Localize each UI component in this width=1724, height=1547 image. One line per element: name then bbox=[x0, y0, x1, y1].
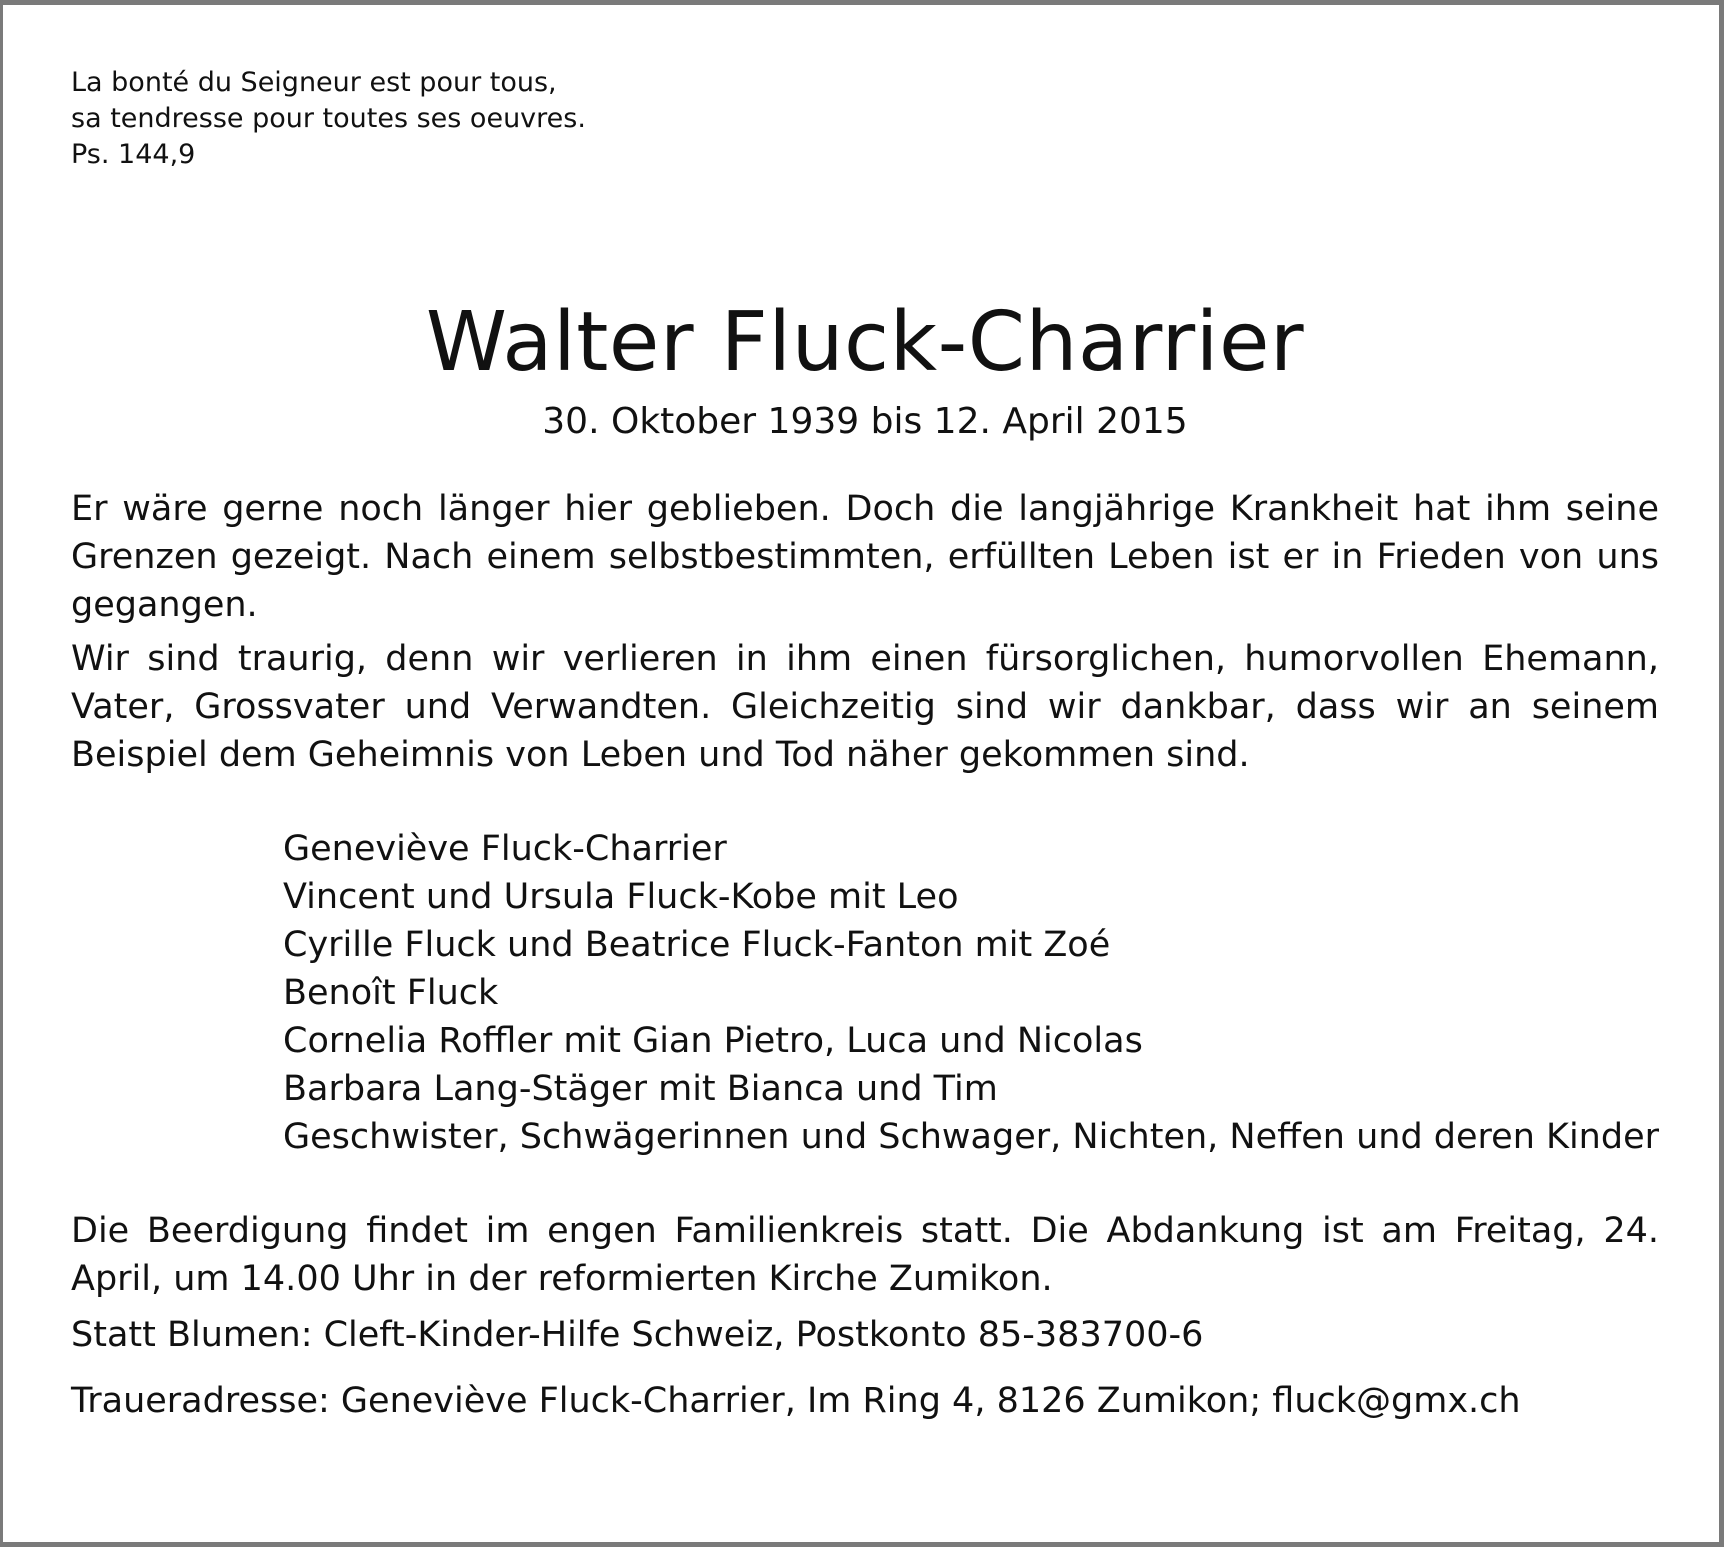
mourner-line: Cyrille Fluck und Beatrice Fluck-Fanton mit Zoé bbox=[283, 925, 1111, 965]
verse-reference: Ps. 144,9 bbox=[71, 139, 196, 170]
mourners-list bbox=[283, 825, 1659, 1161]
verse-line-1: La bonté du Seigneur est pour tous, bbox=[71, 67, 557, 98]
obituary-content bbox=[71, 65, 1659, 1425]
life-dates: 30. Oktober 1939 bis 12. April 2015 bbox=[542, 401, 1188, 442]
bible-verse bbox=[71, 65, 1659, 173]
obituary-paragraph-2: Wir sind traurig, denn wir verlieren in ihm einen fürsorglichen, humorvollen Ehemann, Vater, Grossvater und Verwandten. Gleichzeitig sind wir dankbar, dass wir an seinem Beispiel dem Geheimnis von Leben und Tod näher gekommen sind. bbox=[71, 639, 1659, 775]
verse-line-2: sa tendresse pour toutes ses oeuvres. bbox=[71, 103, 586, 134]
deceased-name: Walter Fluck-Charrier bbox=[425, 295, 1305, 390]
funeral-notice: Die Beerdigung findet im engen Familienkreis statt. Die Abdankung ist am Freitag, 24. April, um 14.00 Uhr in der reformierten Kirche Zumikon. bbox=[71, 1211, 1659, 1299]
obituary-paragraph-1: Er wäre gerne noch länger hier geblieben. Doch die langjährige Krankheit hat ihm seine Grenzen gezeigt. Nach einem selbstbestimmten, erfüllten Leben ist er in Frieden von uns gegangen. bbox=[71, 489, 1659, 625]
donation-notice: Statt Blumen: Cleft-Kinder-Hilfe Schweiz, Postkonto 85-383700-6 bbox=[71, 1315, 1204, 1355]
mourner-line: Benoît Fluck bbox=[283, 973, 499, 1013]
mourner-line: Geneviève Fluck-Charrier bbox=[283, 829, 727, 869]
mourner-line: Geschwister, Schwägerinnen und Schwager, Nichten, Neffen und deren Kinder bbox=[283, 1117, 1660, 1157]
mourning-address: Traueradresse: Geneviève Fluck-Charrier, Im Ring 4, 8126 Zumikon; fluck@gmx.ch bbox=[71, 1381, 1521, 1421]
mourner-line: Vincent und Ursula Fluck-Kobe mit Leo bbox=[283, 877, 959, 917]
mourner-line: Cornelia Roffler mit Gian Pietro, Luca und Nicolas bbox=[283, 1021, 1143, 1061]
mourner-line: Barbara Lang-Stäger mit Bianca und Tim bbox=[283, 1069, 998, 1109]
